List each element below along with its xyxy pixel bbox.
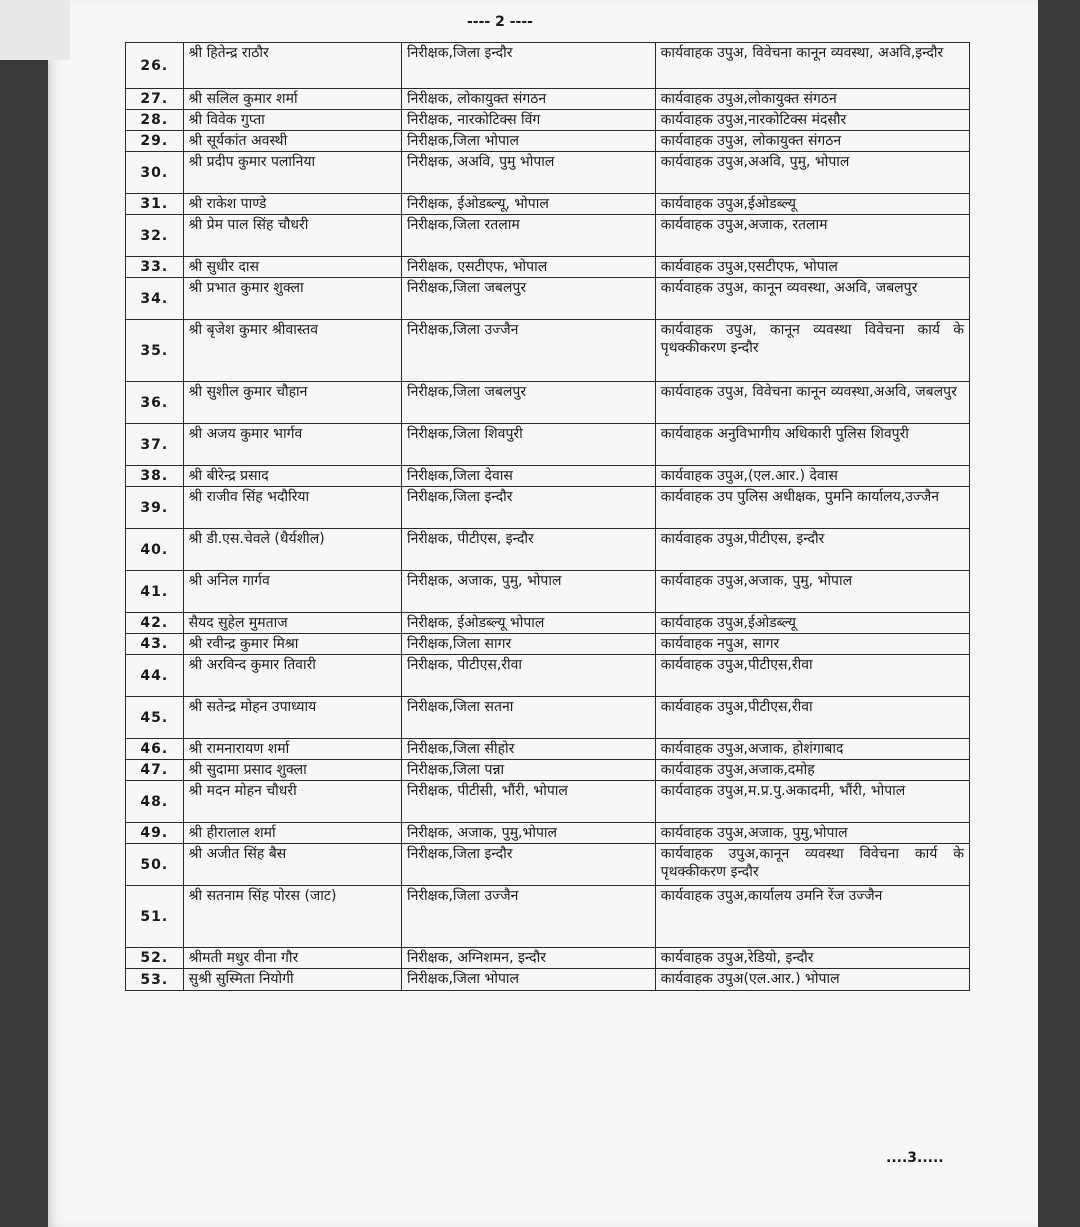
table-row [126,194,970,215]
officer-name: श्री विवेक गुप्ता [183,110,401,131]
table-row [126,529,970,571]
current-post: निरीक्षक,जिला भोपाल [401,969,655,991]
serial-number: 39. [126,487,184,529]
new-post: कार्यवाहक उपुअ(एल.आर.) भोपाल [655,969,969,991]
officer-name: श्री सतनाम सिंह पोरस (जाट) [183,886,401,948]
new-post: कार्यवाहक उपुअ,अजाक, होशंगाबाद [655,739,969,760]
table-row [126,634,970,655]
new-post: कार्यवाहक उपुअ,अजाक, पुमु,भोपाल [655,823,969,844]
continuation-marker: ....3..... [886,1150,944,1166]
new-post: कार्यवाहक उपुअ, लोकायुक्त संगठन [655,131,969,152]
serial-number: 32. [126,215,184,257]
serial-number: 50. [126,844,184,886]
new-post: कार्यवाहक उपुअ,लोकायुक्त संगठन [655,89,969,110]
current-post: निरीक्षक, अजाक, पुमु, भोपाल [401,571,655,613]
officer-name: श्री प्रभात कुमार शुक्ला [183,278,401,320]
officer-name: श्री राकेश पाण्डे [183,194,401,215]
new-post: कार्यवाहक उपुअ,कानून व्यवस्था विवेचना कार्य के पृथक्कीकरण इन्दौर [655,844,969,886]
serial-number: 34. [126,278,184,320]
table-row [126,886,970,948]
serial-number: 30. [126,152,184,194]
current-post: निरीक्षक,जिला उज्जैन [401,886,655,948]
table-row [126,655,970,697]
serial-number: 35. [126,320,184,382]
new-post: कार्यवाहक उपुअ,पीटीएस, इन्दौर [655,529,969,571]
new-post: कार्यवाहक उपुअ, कानून व्यवस्था, अअवि, जबलपुर [655,278,969,320]
officer-name: श्री अजीत सिंह बैस [183,844,401,886]
table-row [126,89,970,110]
table-row [126,278,970,320]
current-post: निरीक्षक, ईओडब्ल्यू, भोपाल [401,194,655,215]
current-post: निरीक्षक,जिला इन्दौर [401,844,655,886]
serial-number: 41. [126,571,184,613]
officer-name: श्री अनिल गार्गव [183,571,401,613]
officer-name: श्री मदन मोहन चौधरी [183,781,401,823]
officer-name: श्रीमती मधुर वीना गौर [183,948,401,969]
table-row [126,215,970,257]
current-post: निरीक्षक, लोकायुक्त संगठन [401,89,655,110]
table-row [126,110,970,131]
current-post: निरीक्षक,जिला पन्ना [401,760,655,781]
current-post: निरीक्षक, पीटीएस,रीवा [401,655,655,697]
serial-number: 28. [126,110,184,131]
current-post: निरीक्षक,जिला सागर [401,634,655,655]
serial-number: 33. [126,257,184,278]
serial-number: 43. [126,634,184,655]
officer-name: श्री सुधीर दास [183,257,401,278]
new-post: कार्यवाहक उपुअ,ईओडब्ल्यू [655,613,969,634]
table-row [126,948,970,969]
current-post: निरीक्षक, अग्निशमन, इन्दौर [401,948,655,969]
current-post: निरीक्षक,जिला उज्जैन [401,320,655,382]
new-post: कार्यवाहक उपुअ,रेडियो, इन्दौर [655,948,969,969]
serial-number: 42. [126,613,184,634]
table-row [126,969,970,991]
current-post: निरीक्षक,जिला सतना [401,697,655,739]
officer-name: श्री सुशील कुमार चौहान [183,382,401,424]
officer-name: श्री अरविन्द कुमार तिवारी [183,655,401,697]
table-row [126,760,970,781]
serial-number: 52. [126,948,184,969]
officer-name: श्री सलिल कुमार शर्मा [183,89,401,110]
current-post: निरीक्षक,जिला जबलपुर [401,382,655,424]
table-row [126,43,970,89]
table-row [126,844,970,886]
serial-number: 26. [126,43,184,89]
table-row [126,781,970,823]
current-post: निरीक्षक, नारकोटिक्स विंग [401,110,655,131]
serial-number: 36. [126,382,184,424]
officer-name: सुश्री सुस्मिता नियोगी [183,969,401,991]
new-post: कार्यवाहक उपुअ,अजाक,दमोह [655,760,969,781]
new-post: कार्यवाहक उपुअ, विवेचना कानून व्यवस्था, अअवि,इन्दौर [655,43,969,89]
new-post: कार्यवाहक उपुअ,अजाक, पुमु, भोपाल [655,571,969,613]
current-post: निरीक्षक,जिला देवास [401,466,655,487]
new-post: कार्यवाहक उपुअ,ईओडब्ल्यू [655,194,969,215]
table-row [126,131,970,152]
new-post: कार्यवाहक उपुअ,नारकोटिक्स मंदसौर [655,110,969,131]
officer-name: श्री अजय कुमार भार्गव [183,424,401,466]
officer-name: श्री हितेन्द्र राठौर [183,43,401,89]
officer-name: श्री सतेन्द्र मोहन उपाध्याय [183,697,401,739]
serial-number: 53. [126,969,184,991]
current-post: निरीक्षक,जिला रतलाम [401,215,655,257]
new-post: कार्यवाहक अनुविभागीय अधिकारी पुलिस शिवपुरी [655,424,969,466]
serial-number: 31. [126,194,184,215]
page-number: ---- 2 ---- [467,14,533,30]
new-post: कार्यवाहक उपुअ,(एल.आर.) देवास [655,466,969,487]
new-post: कार्यवाहक उप पुलिस अधीक्षक, पुमनि कार्यालय,उज्जैन [655,487,969,529]
serial-number: 45. [126,697,184,739]
current-post: निरीक्षक, ईओडब्ल्यू भोपाल [401,613,655,634]
officer-name: श्री डी.एस.चेवले (धैर्यशील) [183,529,401,571]
table-row [126,823,970,844]
officer-name: श्री राजीव सिंह भदौरिया [183,487,401,529]
officer-name: श्री प्रेम पाल सिंह चौधरी [183,215,401,257]
new-post: कार्यवाहक उपुअ,पीटीएस,रीवा [655,697,969,739]
officer-name: श्री सुदामा प्रसाद शुक्ला [183,760,401,781]
serial-number: 37. [126,424,184,466]
current-post: निरीक्षक, पीटीसी, भौंरी, भोपाल [401,781,655,823]
new-post: कार्यवाहक उपुअ,कार्यालय उमनि रेंज उज्जैन [655,886,969,948]
table-row [126,739,970,760]
table-row [126,571,970,613]
current-post: निरीक्षक,जिला सीहोर [401,739,655,760]
officer-name: श्री रवीन्द्र कुमार मिश्रा [183,634,401,655]
table-row [126,152,970,194]
serial-number: 46. [126,739,184,760]
current-post: निरीक्षक, अअवि, पुमु भोपाल [401,152,655,194]
serial-number: 48. [126,781,184,823]
new-post: कार्यवाहक उपुअ, विवेचना कानून व्यवस्था,अअवि, जबलपुर [655,382,969,424]
current-post: निरीक्षक, अजाक, पुमु,भोपाल [401,823,655,844]
officer-name: सैयद सुहेल मुमताज [183,613,401,634]
transfer-table [125,42,970,991]
new-post: कार्यवाहक उपुअ,अअवि, पुमु, भोपाल [655,152,969,194]
serial-number: 27. [126,89,184,110]
officer-name: श्री सूर्यकांत अवस्थी [183,131,401,152]
current-post: निरीक्षक,जिला भोपाल [401,131,655,152]
current-post: निरीक्षक,जिला इन्दौर [401,487,655,529]
table-row [126,424,970,466]
table-row [126,697,970,739]
officer-name: श्री हीरालाल शर्मा [183,823,401,844]
officer-name: श्री बीरेन्द्र प्रसाद [183,466,401,487]
current-post: निरीक्षक,जिला शिवपुरी [401,424,655,466]
current-post: निरीक्षक,जिला जबलपुर [401,278,655,320]
new-post: कार्यवाहक उपुअ,पीटीएस,रीवा [655,655,969,697]
officer-name: श्री बृजेश कुमार श्रीवास्तव [183,320,401,382]
table-row [126,320,970,382]
new-post: कार्यवाहक उपुअ,म.प्र.पु.अकादमी, भौंरी, भोपाल [655,781,969,823]
new-post: कार्यवाहक नपुअ, सागर [655,634,969,655]
page-edge [0,0,70,60]
serial-number: 38. [126,466,184,487]
serial-number: 29. [126,131,184,152]
table-row [126,487,970,529]
serial-number: 47. [126,760,184,781]
new-post: कार्यवाहक उपुअ,एसटीएफ, भोपाल [655,257,969,278]
serial-number: 49. [126,823,184,844]
table-row [126,613,970,634]
current-post: निरीक्षक, एसटीएफ, भोपाल [401,257,655,278]
current-post: निरीक्षक, पीटीएस, इन्दौर [401,529,655,571]
new-post: कार्यवाहक उपुअ, कानून व्यवस्था विवेचना कार्य के पृथक्कीकरण इन्दौर [655,320,969,382]
serial-number: 44. [126,655,184,697]
table-row [126,466,970,487]
table-row [126,257,970,278]
table-row [126,382,970,424]
new-post: कार्यवाहक उपुअ,अजाक, रतलाम [655,215,969,257]
serial-number: 40. [126,529,184,571]
serial-number: 51. [126,886,184,948]
current-post: निरीक्षक,जिला इन्दौर [401,43,655,89]
officer-name: श्री प्रदीप कुमार पलानिया [183,152,401,194]
officer-name: श्री रामनारायण शर्मा [183,739,401,760]
